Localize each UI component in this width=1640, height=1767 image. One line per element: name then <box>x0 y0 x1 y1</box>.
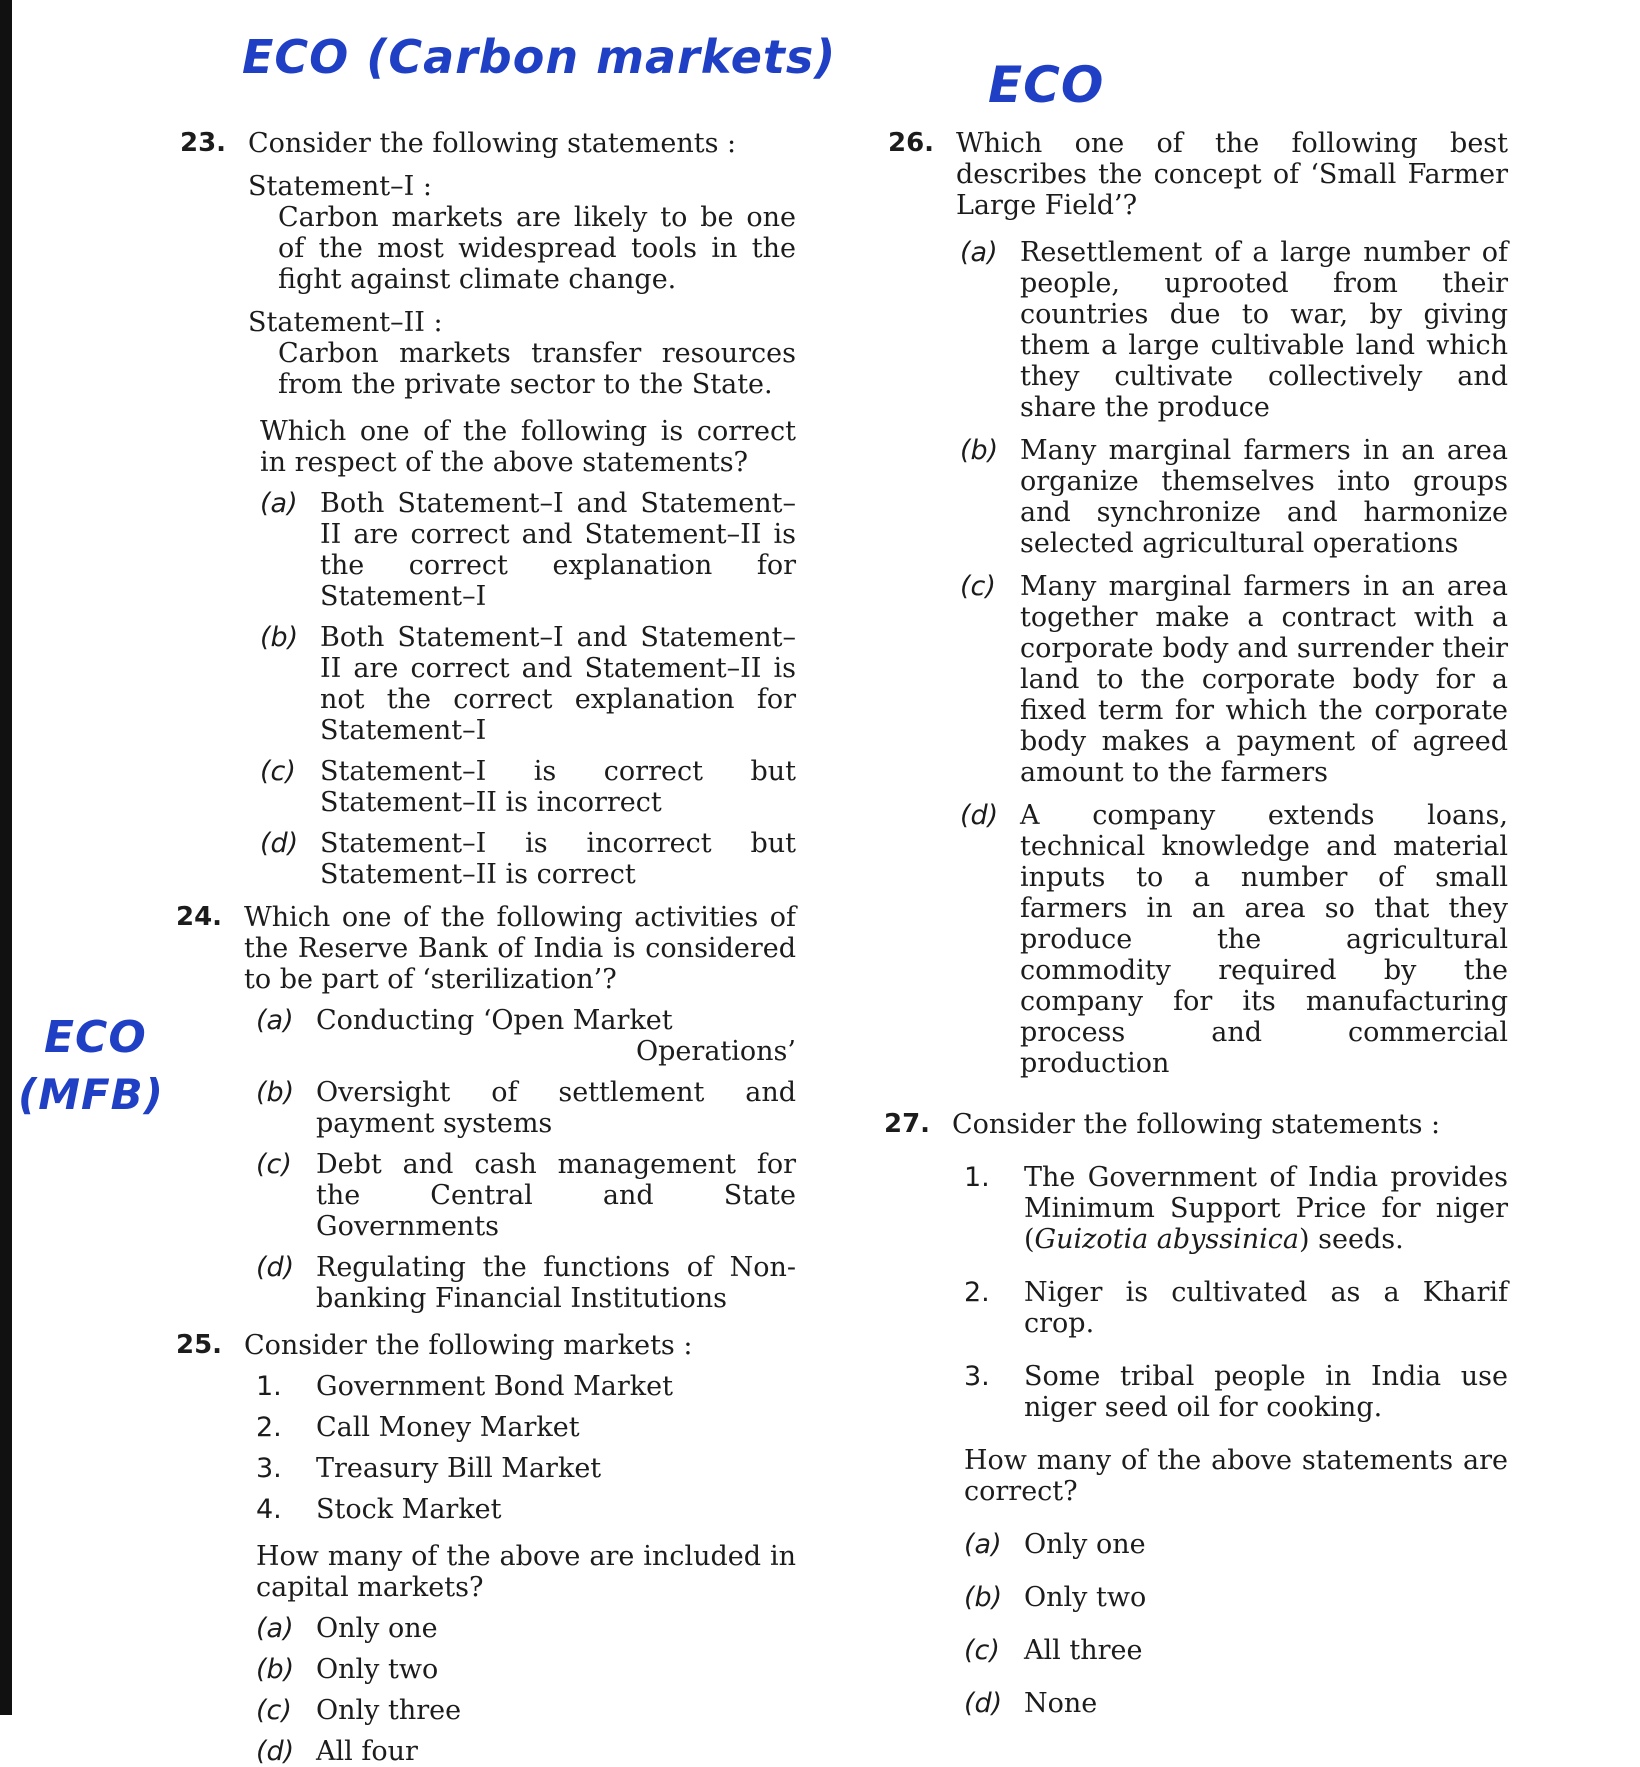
statement-3 <box>964 1361 1508 1423</box>
question-prompt: How many of the above statements are correct? <box>964 1445 1508 1507</box>
option-text-line-1: Statement–I is incorrect but <box>320 828 796 859</box>
statement-number: 2. <box>964 1277 990 1308</box>
option-c <box>964 1635 1508 1666</box>
option-text: Oversight of settlement and payment systems <box>316 1077 796 1139</box>
option-label: (b) <box>960 435 999 466</box>
question-number: 23. <box>180 128 227 158</box>
left-column <box>176 128 796 1767</box>
option-label: (d) <box>256 1736 295 1767</box>
question-26 <box>888 128 1508 1079</box>
question-prompt: How many of the above are included in capital markets? <box>256 1541 796 1603</box>
handwritten-note-eco: ECO <box>988 56 1105 114</box>
item-text: Stock Market <box>316 1494 502 1525</box>
statement-text: Some tribal people in India use niger seed oil for cooking. <box>1024 1361 1508 1423</box>
handwritten-note-carbon-markets: ECO (Carbon markets) <box>242 30 837 84</box>
option-text: None <box>1024 1688 1098 1719</box>
option-c <box>256 1695 796 1726</box>
option-text: Regulating the functions of Non-banking Financial Institutions <box>316 1252 796 1314</box>
option-text: A company extends loans, technical knowledge and material inputs to a number of small farmers in an area so that they produce the agricultural commodity required by the company for its manufacturing process and commercial production <box>1020 800 1508 1079</box>
item-number: 1. <box>256 1371 282 1402</box>
option-b <box>960 435 1508 559</box>
question-stem: Which one of the following activities of the Reserve Bank of India is considered to be part of ‘sterilization’? <box>244 902 796 995</box>
option-text: Resettlement of a large number of people, uprooted from their countries due to war, by giving them a large cultivable land which they cultivate collectively and share the produce <box>1020 237 1508 423</box>
option-text: Both Statement–I and Statement–II are correct and Statement–II is the correct explanation for Statement–I <box>320 488 796 612</box>
option-label: (d) <box>960 800 999 831</box>
question-stem: Which one of the following best describes the concept of ‘Small Farmer Large Field’? <box>956 128 1508 221</box>
statement-1-label: Statement–I : <box>248 171 432 202</box>
option-label: (c) <box>964 1635 1000 1666</box>
market-item-1 <box>256 1371 796 1402</box>
option-label: (d) <box>260 828 299 859</box>
question-stem: Consider the following markets : <box>244 1330 693 1361</box>
option-label: (a) <box>960 237 998 268</box>
statement-number: 1. <box>964 1162 990 1193</box>
option-label: (a) <box>260 488 298 519</box>
statement-2 <box>964 1277 1508 1339</box>
item-number: 2. <box>256 1412 282 1443</box>
option-text: All three <box>1024 1635 1143 1666</box>
item-text: Government Bond Market <box>316 1371 673 1402</box>
market-item-2 <box>256 1412 796 1443</box>
market-item-4 <box>256 1494 796 1525</box>
option-label: (a) <box>256 1005 294 1036</box>
option-d <box>964 1688 1508 1719</box>
option-a <box>260 488 796 612</box>
handwritten-margin-eco: ECO <box>44 1012 147 1063</box>
statement-text-part: ) seeds. <box>1299 1224 1404 1255</box>
question-number: 24. <box>176 902 223 932</box>
statement-2-label: Statement–II : <box>248 307 443 338</box>
statement-2-text: Carbon markets transfer resources from the private sector to the State. <box>278 338 796 400</box>
right-column <box>884 128 1508 1719</box>
option-d <box>960 800 1508 1079</box>
question-stem: Consider the following statements : <box>248 128 737 159</box>
page-binding-edge <box>0 0 12 1715</box>
option-d <box>256 1736 796 1767</box>
option-label: (c) <box>256 1695 292 1726</box>
option-label: (d) <box>964 1688 1003 1719</box>
option-d <box>260 828 796 890</box>
statement-number: 3. <box>964 1361 990 1392</box>
handwritten-margin-mfb: (MFB) <box>18 1070 164 1119</box>
statement-1 <box>964 1162 1508 1255</box>
question-number: 26. <box>888 128 935 158</box>
option-c <box>256 1149 796 1242</box>
item-number: 3. <box>256 1453 282 1484</box>
question-stem: Consider the following statements : <box>952 1109 1441 1140</box>
option-text: Both Statement–I and Statement–II are correct and Statement–II is not the correct explanation for Statement–I <box>320 622 796 746</box>
option-d <box>256 1252 796 1314</box>
option-b <box>964 1582 1508 1613</box>
option-text: All four <box>316 1736 418 1767</box>
statement-text: Niger is cultivated as a Kharif crop. <box>1024 1277 1508 1339</box>
option-a <box>960 237 1508 423</box>
statement-text-part: The Government of India provides Minimum Support Price for niger ( <box>1024 1162 1508 1255</box>
question-24 <box>176 902 796 1314</box>
question-number: 27. <box>884 1109 931 1139</box>
option-label: (b) <box>256 1077 295 1108</box>
item-text: Treasury Bill Market <box>316 1453 602 1484</box>
option-text: Debt and cash management for the Central and State Governments <box>316 1149 796 1242</box>
item-text: Call Money Market <box>316 1412 580 1443</box>
option-text: Only one <box>316 1613 438 1644</box>
option-label: (a) <box>256 1613 294 1644</box>
option-a <box>256 1613 796 1644</box>
question-27 <box>884 1109 1508 1719</box>
option-label: (a) <box>964 1529 1002 1560</box>
option-c <box>260 756 796 818</box>
option-label: (c) <box>260 756 296 787</box>
option-text-line-1: Statement–I is correct but <box>320 756 796 787</box>
option-text: Only two <box>1024 1582 1147 1613</box>
question-23 <box>180 128 796 890</box>
option-text-line-2: Statement–II is correct <box>320 859 636 890</box>
option-b <box>256 1077 796 1139</box>
option-text-line-1: Conducting ‘Open Market <box>316 1005 673 1036</box>
question-prompt: Which one of the following is correct in respect of the above statements? <box>260 416 796 478</box>
option-label: (b) <box>256 1654 295 1685</box>
option-c <box>960 571 1508 788</box>
option-b <box>256 1654 796 1685</box>
market-item-3 <box>256 1453 796 1484</box>
option-text: Only two <box>316 1654 439 1685</box>
option-label: (d) <box>256 1252 295 1283</box>
option-text-line-2: Statement–II is incorrect <box>320 787 662 818</box>
question-25 <box>176 1330 796 1767</box>
option-text: Only three <box>316 1695 462 1726</box>
option-b <box>260 622 796 746</box>
item-number: 4. <box>256 1494 282 1525</box>
option-label: (c) <box>960 571 996 602</box>
option-a <box>964 1529 1508 1560</box>
option-text-line-2: Operations’ <box>636 1036 796 1067</box>
option-text: Only one <box>1024 1529 1146 1560</box>
question-number: 25. <box>176 1330 223 1360</box>
option-label: (b) <box>260 622 299 653</box>
option-label: (b) <box>964 1582 1003 1613</box>
option-label: (c) <box>256 1149 292 1180</box>
option-text: Many marginal farmers in an area together make a contract with a corporate body and surrender their land to the corporate body for a fixed term for which the corporate body makes a payment of agreed amount to the farmers <box>1020 571 1508 788</box>
option-a <box>256 1005 796 1067</box>
statement-1-text: Carbon markets are likely to be one of the most widespread tools in the fight against climate change. <box>278 202 796 295</box>
option-text: Many marginal farmers in an area organize themselves into groups and synchronize and harmonize selected agricultural operations <box>1020 435 1508 559</box>
species-name: Guizotia abyssinica <box>1034 1224 1300 1255</box>
